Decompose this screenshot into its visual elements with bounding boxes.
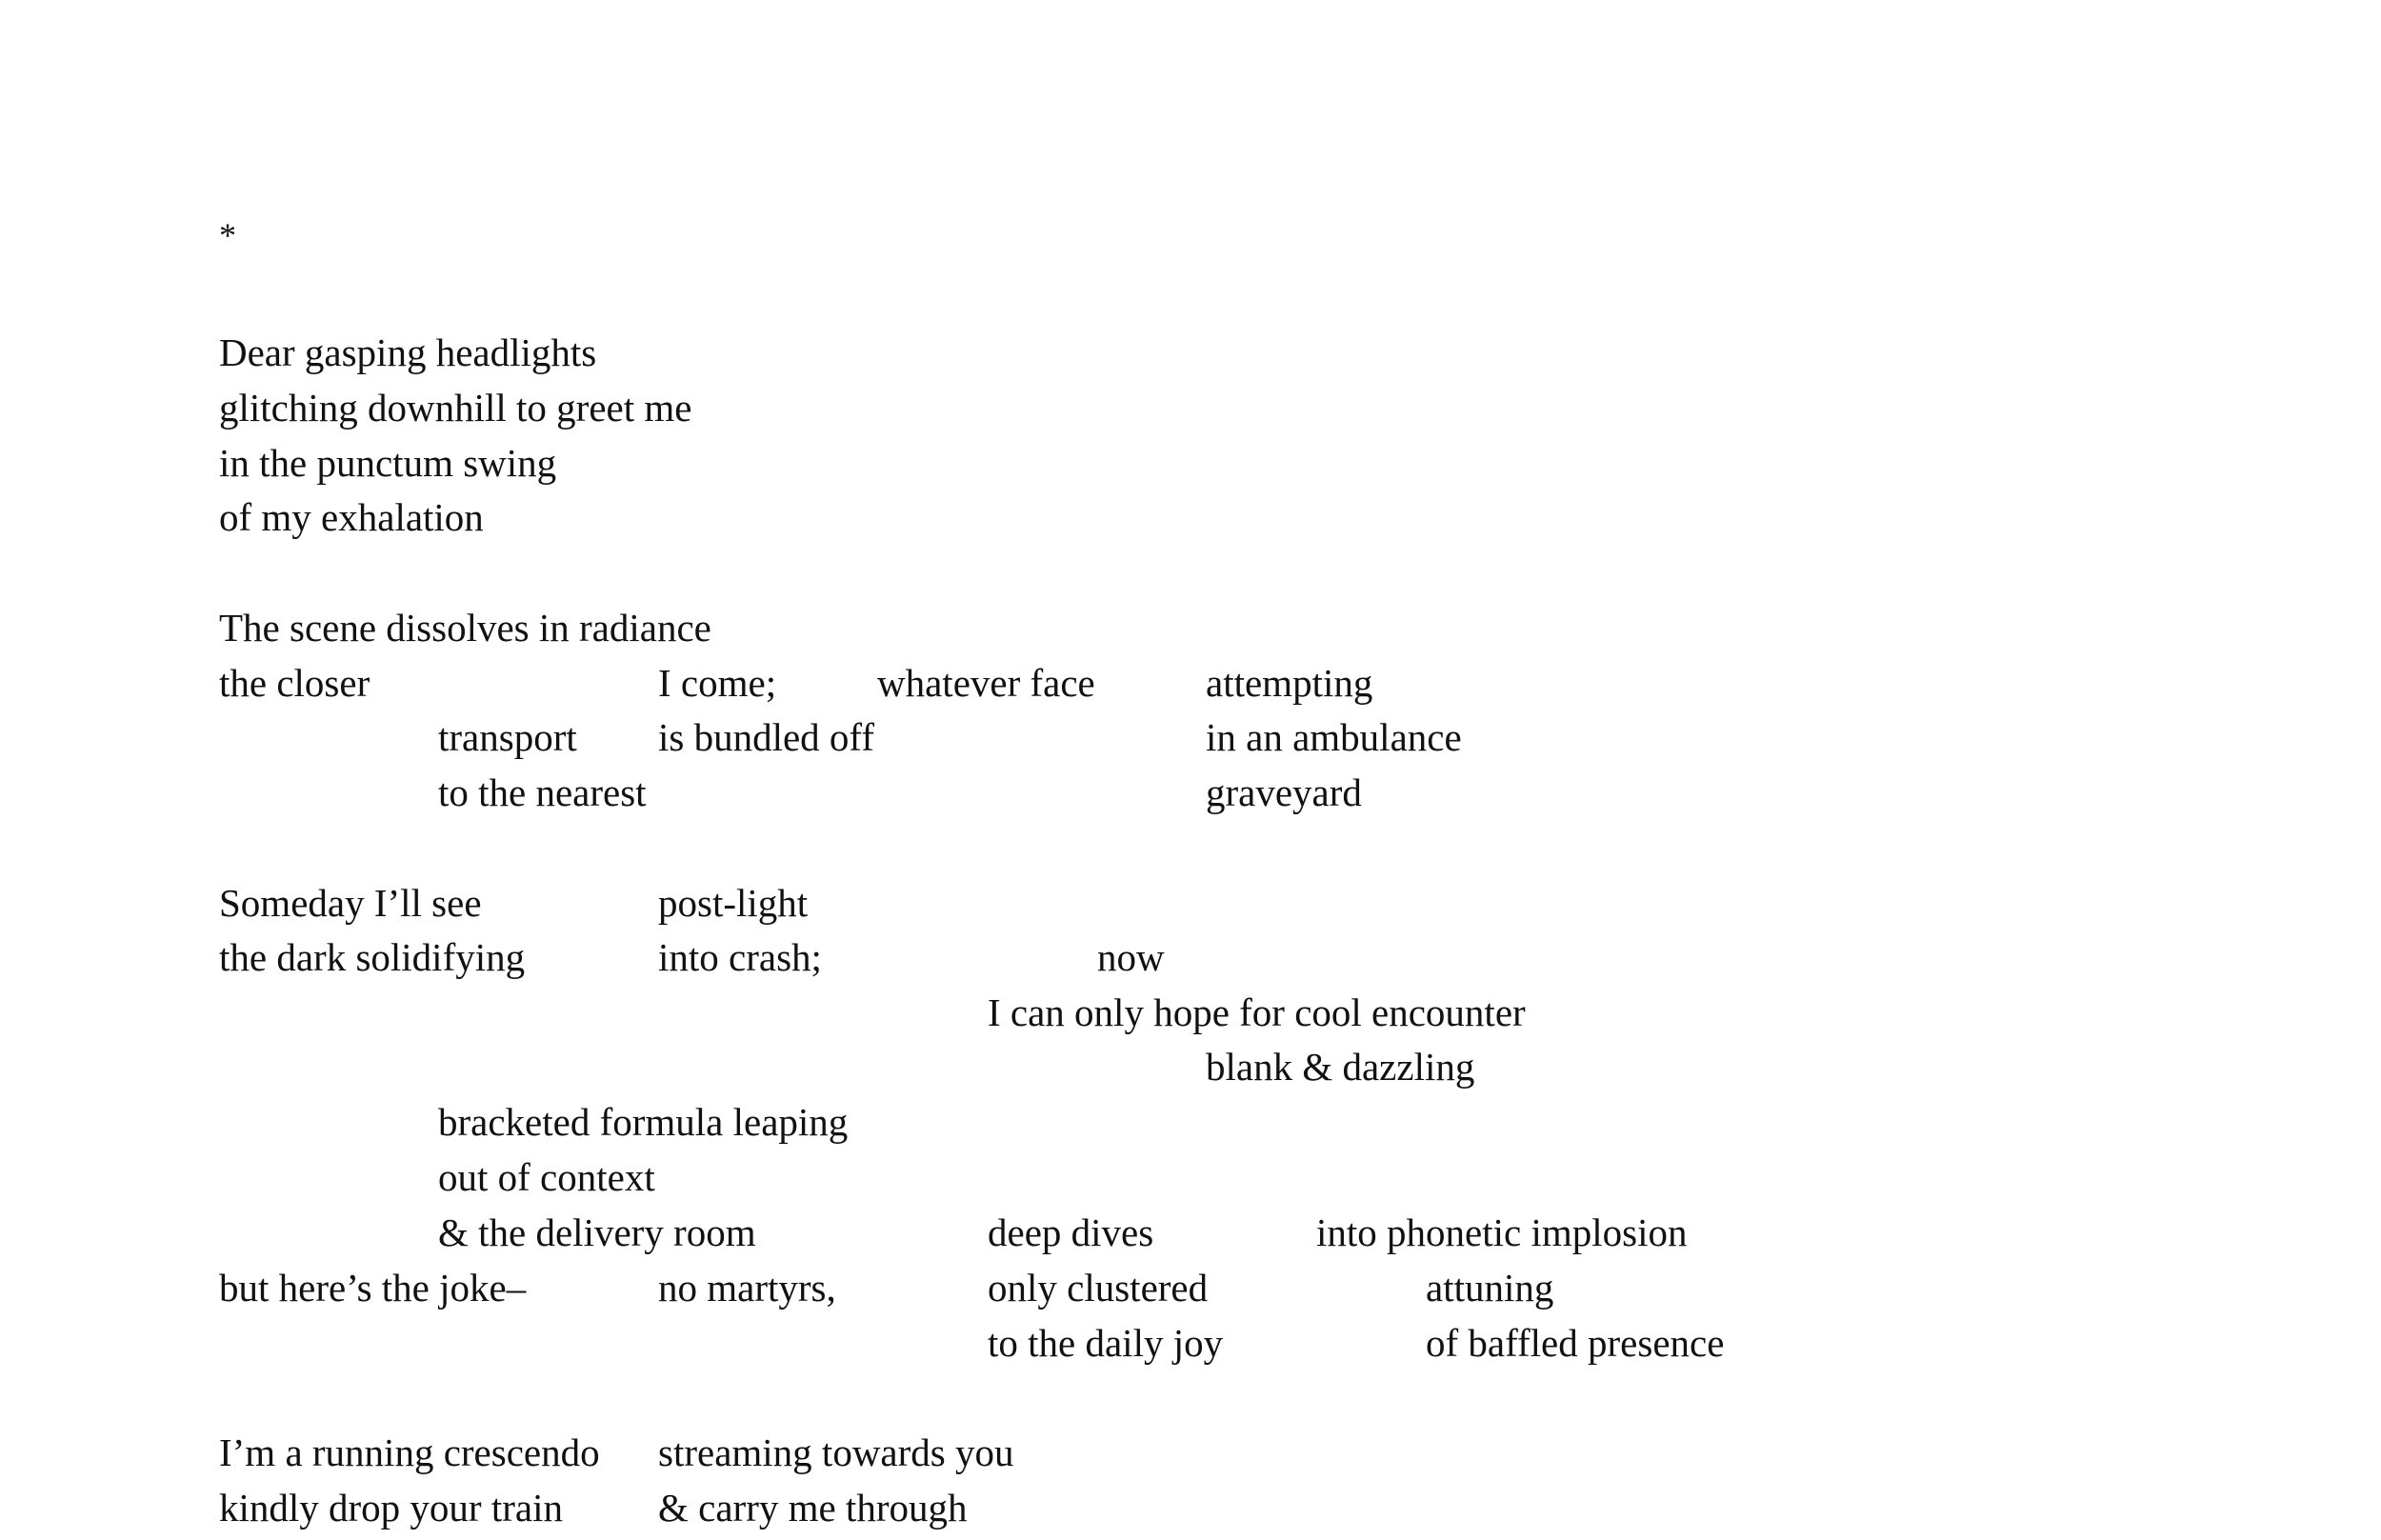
stanza4-line1-part2: streaming towards you bbox=[658, 1430, 1014, 1474]
stanza1-line4: of my exhalation bbox=[219, 495, 484, 539]
stanza3-line4: blank & dazzling bbox=[1206, 1045, 1475, 1089]
stanza3-line3: I can only hope for cool encounter bbox=[988, 990, 1526, 1034]
stanza1-line3: in the punctum swing bbox=[219, 441, 557, 485]
stanza3-line6: out of context bbox=[438, 1155, 655, 1199]
stanza2-line2-part3: whatever face bbox=[877, 661, 1095, 705]
stanza3-line7-part2: deep dives bbox=[988, 1210, 1154, 1254]
stanza3-line7-part1: & the delivery room bbox=[438, 1210, 756, 1254]
stanza2-line4-part1: to the nearest bbox=[438, 770, 647, 814]
stanza3-line8-part3: only clustered bbox=[988, 1266, 1209, 1310]
stanza4-line1-part1: I’m a running crescendo bbox=[219, 1430, 600, 1474]
stanza2-line2-part4: attempting bbox=[1206, 661, 1373, 705]
stanza1-line2: glitching downhill to greet me bbox=[219, 386, 692, 430]
stanza3-line7-part3: into phonetic implosion bbox=[1316, 1210, 1688, 1254]
section-marker: * bbox=[219, 216, 236, 254]
stanza3-line8-part1: but here’s the joke– bbox=[219, 1266, 527, 1310]
stanza3-line1-part1: Someday I’ll see bbox=[219, 881, 482, 925]
stanza3-line8-part2: no martyrs, bbox=[658, 1266, 836, 1310]
stanza3-line9-part1: to the daily joy bbox=[988, 1321, 1224, 1365]
stanza3-line2-part3: now bbox=[1097, 935, 1165, 979]
stanza3-line1-part2: post-light bbox=[658, 881, 809, 925]
stanza3-line2-part2: into crash; bbox=[658, 935, 822, 979]
stanza2-line3-part3: in an ambulance bbox=[1206, 715, 1462, 759]
stanza2-line3-part1: transport bbox=[438, 715, 577, 759]
stanza4-line2-part1: kindly drop your train bbox=[219, 1486, 563, 1530]
stanza2-line1: The scene dissolves in radiance bbox=[219, 606, 711, 650]
stanza2-line2-part2: I come; bbox=[658, 661, 777, 705]
stanza2-line2-part1: the closer bbox=[219, 661, 370, 705]
stanza3-line5: bracketed formula leaping bbox=[438, 1100, 849, 1144]
stanza3-line8-part4: attuning bbox=[1426, 1266, 1554, 1310]
stanza3-line2-part1: the dark solidifying bbox=[219, 935, 526, 979]
stanza1-line1: Dear gasping headlights bbox=[219, 330, 597, 374]
stanza2-line4-part2: graveyard bbox=[1206, 770, 1362, 814]
stanza2-line3-part2: is bundled off bbox=[658, 715, 875, 759]
stanza3-line9-part2: of baffled presence bbox=[1426, 1321, 1725, 1365]
stanza4-line2-part2: & carry me through bbox=[658, 1486, 968, 1530]
